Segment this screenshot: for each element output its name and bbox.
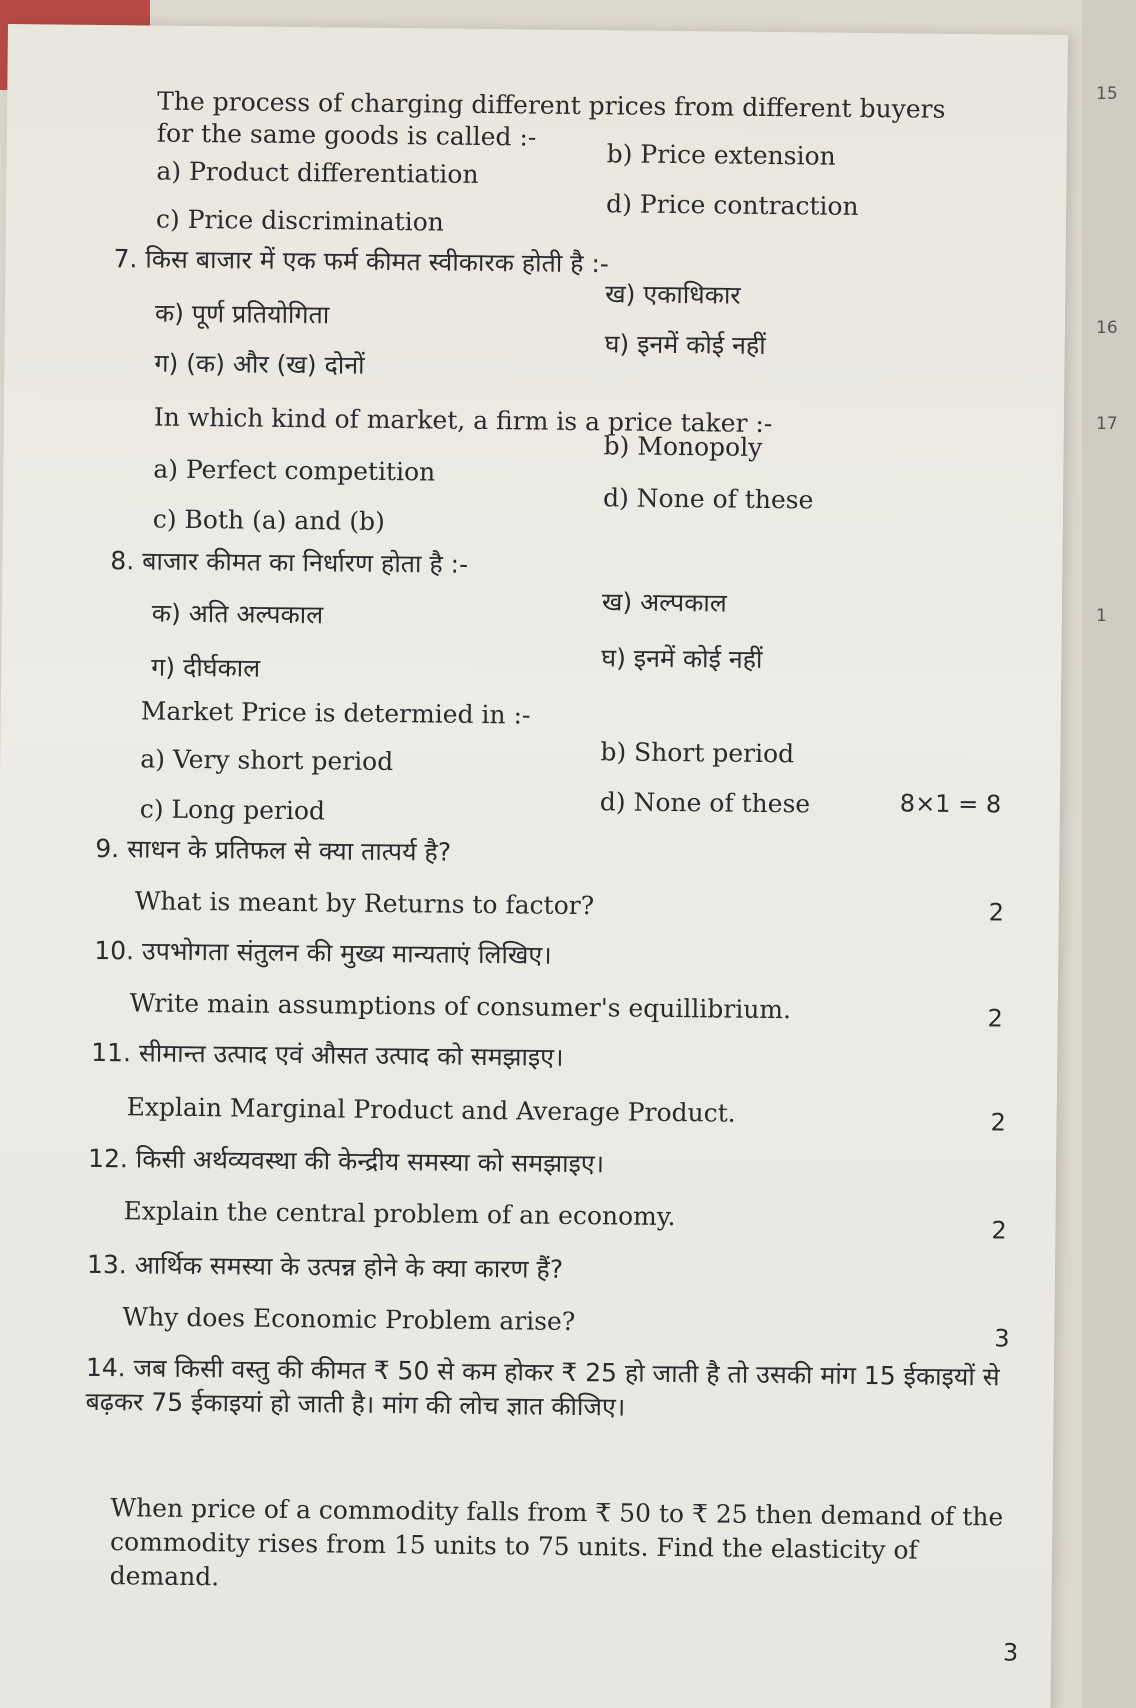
q8-option-d: d) None of these [599,787,811,819]
q8-option-c: c) Long period [139,794,326,826]
q8-marks: 8×1 = 8 [899,789,1002,819]
margin-number: 17 [1096,414,1118,434]
q6-option-a: a) Product differentiation [156,156,479,189]
q7-option-b: b) Monopoly [603,431,763,462]
q8-english-stem: Market Price is determied in :- [140,696,531,730]
q7-option-c: c) Both (a) and (b) [152,504,386,536]
q8-option-b: b) Short period [600,737,795,769]
q11-english: Explain Marginal Product and Average Product. [126,1092,736,1128]
q9-hindi: 9. साधन के प्रतिफल से क्या तात्पर्य है? [95,833,452,867]
q14-english: When price of a commodity falls from ₹ 50 to ₹ 25 then demand of the commodity rises from 15 units to 75 units. Find the elasticity of demand. [109,1493,1004,1592]
q6-option-b: b) Price extension [606,139,836,171]
q9-marks: 2 [988,898,1005,927]
q7-hindi-option-a: क) पूर्ण प्रतियोगिता [154,298,330,330]
q12-english: Explain the central problem of an economy. [123,1196,676,1232]
q9-english: What is meant by Returns to factor? [134,886,595,921]
q7-hindi-option-c: ग) (क) और (ख) दोनों [154,348,365,380]
q8-hindi-stem: 8. बाजार कीमत का निर्धारण होता है :- [110,546,469,579]
q7-option-d: d) None of these [602,483,814,515]
q6-stem-line-1: The process of charging different prices from different buyers [157,86,946,124]
q6-option-d: d) Price contraction [605,189,859,221]
q10-english: Write main assumptions of consumer's equillibrium. [129,988,792,1025]
adjacent-page-margin [1082,0,1136,1708]
q8-hindi-option-d: घ) इनमें कोई नहीं [601,643,763,674]
q12-hindi: 12. किसी अर्थव्यवस्था की केन्द्रीय समस्या को समझाइए। [87,1143,605,1179]
q7-english-stem: In which kind of market, a firm is a price taker :- [153,402,773,439]
margin-number: 1 [1096,606,1107,626]
q11-hindi: 11. सीमान्त उत्पाद एवं औसत उत्पाद को समझाइए। [91,1037,564,1072]
q7-option-a: a) Perfect competition [153,454,436,487]
q13-english: Why does Economic Problem arise? [122,1302,576,1337]
q14-marks: 3 [1002,1638,1019,1667]
q13-marks: 3 [994,1324,1010,1353]
q7-hindi-option-d: घ) इनमें कोई नहीं [604,329,766,360]
q6-option-c: c) Price discrimination [155,204,444,237]
q8-hindi-option-c: ग) दीर्घकाल [151,652,261,683]
q12-marks: 2 [991,1216,1007,1245]
q8-hindi-option-b: ख) अल्पकाल [601,587,727,618]
q14-hindi: 14. जब किसी वस्तु की कीमत ₹ 50 से कम होकर ₹ 25 हो जाती है तो उसकी मांग 15 ईकाइयों से बढ़कर 75 ईकाइयां हो जाती है। मांग की लोच ज्ञात कीजिए। [85,1352,1000,1422]
q8-option-a: a) Very short period [140,744,394,777]
q11-marks: 2 [990,1108,1006,1137]
q7-hindi-option-b: ख) एकाधिकार [605,279,741,310]
q13-hindi: 13. आर्थिक समस्या के उत्पन्न होने के क्या कारण हैं? [86,1249,564,1284]
margin-number: 16 [1096,318,1118,338]
q6-stem-line-2: for the same goods is called :- [156,118,537,152]
q10-hindi: 10. उपभोगता संतुलन की मुख्य मान्यताएं लिखिए। [94,935,552,970]
exam-page [0,24,1068,1708]
q7-hindi-stem: 7. किस बाजार में एक फर्म कीमत स्वीकारक होती है :- [113,244,610,279]
margin-number: 15 [1096,84,1118,104]
q10-marks: 2 [987,1004,1004,1033]
q8-hindi-option-a: क) अति अल्पकाल [151,598,324,630]
